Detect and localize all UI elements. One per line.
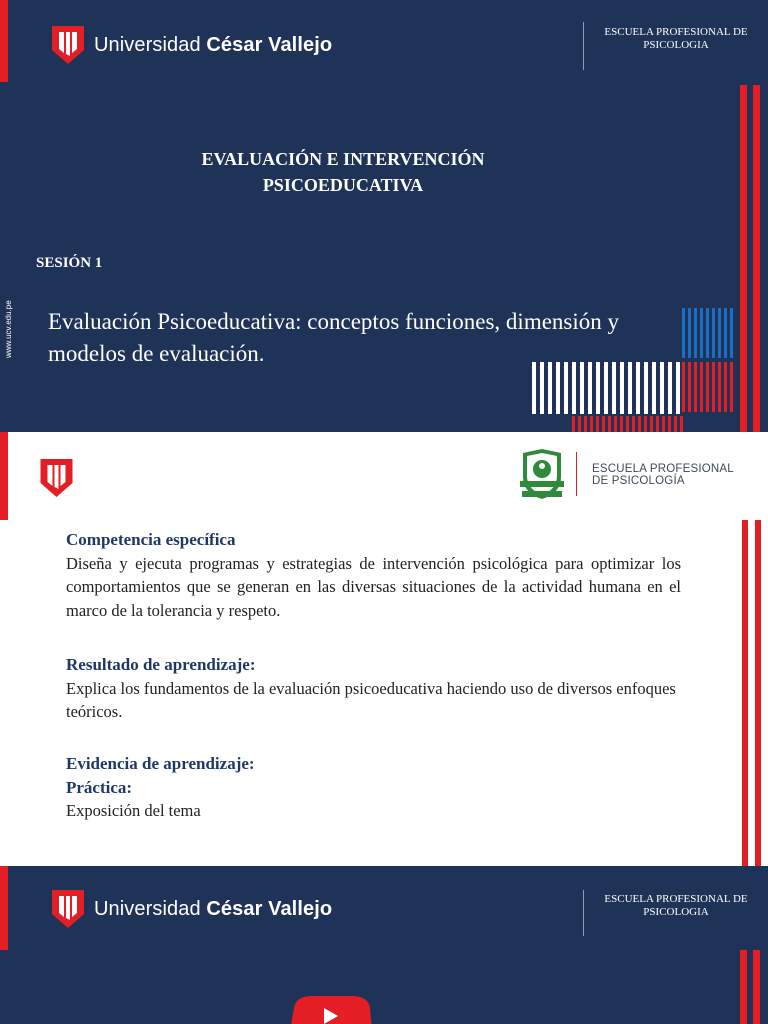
course-title-line2: PSICOEDUCATIVA (262, 175, 424, 195)
evidencia-heading: Evidencia de aprendizaje: (66, 754, 255, 773)
school-line1: ESCUELA PROFESIONAL DE (604, 893, 748, 905)
school-header (596, 893, 756, 919)
resultado-heading: Resultado de aprendizaje: (66, 655, 256, 674)
session-label: SESIÓN 1 (36, 255, 103, 271)
university-name: Universidad César Vallejo (94, 33, 333, 56)
ucv-shield-icon (40, 459, 73, 497)
competencia-text: Diseña y ejecuta programas y estrategias de intervención psicológica para optimizar los comportamientos que se generan en las diversas situaciones de la actividad humana en el marco de la tolerancia y respeto. (66, 553, 681, 620)
competencia-block (66, 528, 681, 622)
header-divider (583, 890, 584, 936)
website-url: www.ucv.edu.pe (4, 300, 13, 358)
ucv-logo (52, 890, 332, 928)
resultado-text: Explica los fundamentos de la evaluación psicoeducativa haciendo uso de diversos enfoques teóricos. (66, 678, 676, 721)
red-stripe (753, 85, 760, 432)
session-topic: Evaluación Psicoeducativa: conceptos funciones, dimensión y modelos de evaluación. (48, 309, 620, 366)
school-header (592, 463, 734, 487)
red-edge-tab (0, 432, 8, 520)
header-divider (583, 22, 584, 70)
ucv-shield-icon (52, 26, 84, 64)
red-edge-tab (0, 0, 8, 82)
school-line2: DE PSICOLOGÍA (592, 475, 685, 487)
school-line2: PSICOLOGIA (643, 906, 709, 918)
practica-heading: Práctica: (66, 777, 133, 797)
ucv-logo (52, 26, 332, 64)
play-icon (286, 994, 376, 1024)
university-name: Universidad César Vallejo (94, 897, 333, 920)
ucv-shield-icon (52, 890, 84, 928)
course-title-line1: EVALUACIÓN E INTERVENCIÓN (201, 149, 485, 169)
closing-slide (0, 866, 768, 1024)
school-line1: ESCUELA PROFESIONAL (592, 463, 734, 475)
resultado-block (66, 653, 681, 724)
evidencia-block (66, 752, 681, 823)
school-line1: ESCUELA PROFESIONAL DE (604, 26, 748, 38)
school-header (596, 26, 756, 52)
red-stripe (753, 950, 760, 1024)
red-stripe (740, 85, 747, 432)
school-line2: PSICOLOGIA (643, 39, 709, 51)
competencies-slide (0, 432, 768, 866)
course-title (100, 146, 586, 198)
red-stripe (742, 520, 748, 866)
header-divider (576, 452, 577, 496)
red-edge-tab (0, 866, 8, 950)
title-slide (0, 0, 768, 432)
competencia-heading: Competencia específica (66, 530, 236, 549)
evidencia-text: Exposición del tema (66, 801, 201, 820)
red-stripe (740, 950, 747, 1024)
accreditation-badge-icon (519, 449, 565, 503)
barcode-decoration (530, 308, 740, 432)
red-stripe (755, 520, 761, 866)
